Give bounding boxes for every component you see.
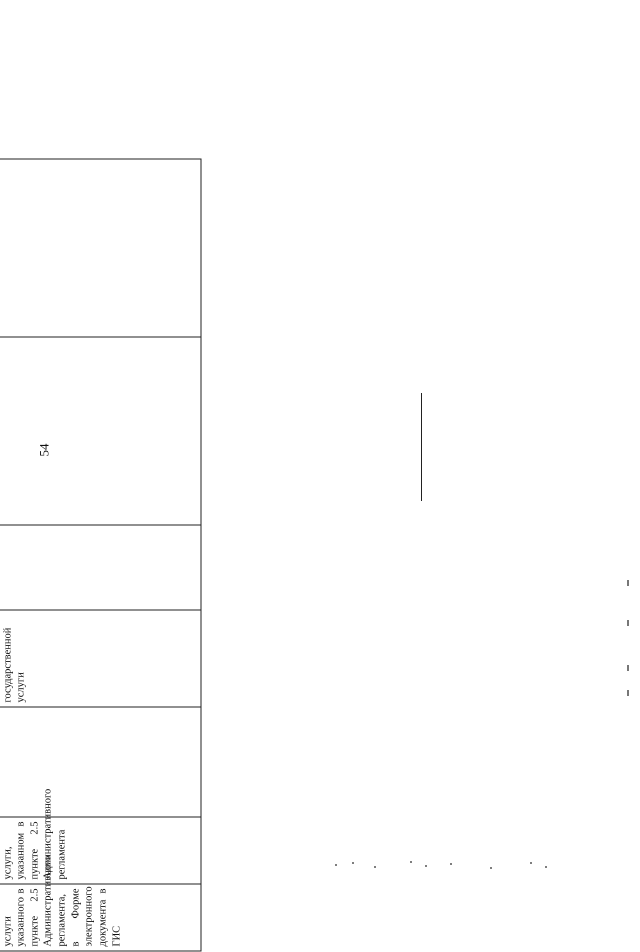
scan-specks	[330, 858, 560, 872]
procedure-table	[0, 159, 202, 952]
rotated-table-container	[0, 159, 202, 952]
cell-system	[0, 525, 201, 610]
cell-responsible: государственной услуги	[0, 610, 201, 707]
scan-edge-marks	[627, 580, 631, 700]
cell-action: услуги указанного в пункте 2.5 Административного регламента, в Форме электронного документа в ГИС	[0, 884, 201, 951]
cell-basis: услуги, указанном в пункте 2.5 Административного регламента	[0, 817, 201, 884]
cell-term	[0, 707, 201, 817]
cell-result	[0, 159, 201, 337]
cell-criteria	[0, 337, 201, 525]
vertical-rule	[421, 393, 422, 501]
page-number: 54	[36, 443, 52, 457]
